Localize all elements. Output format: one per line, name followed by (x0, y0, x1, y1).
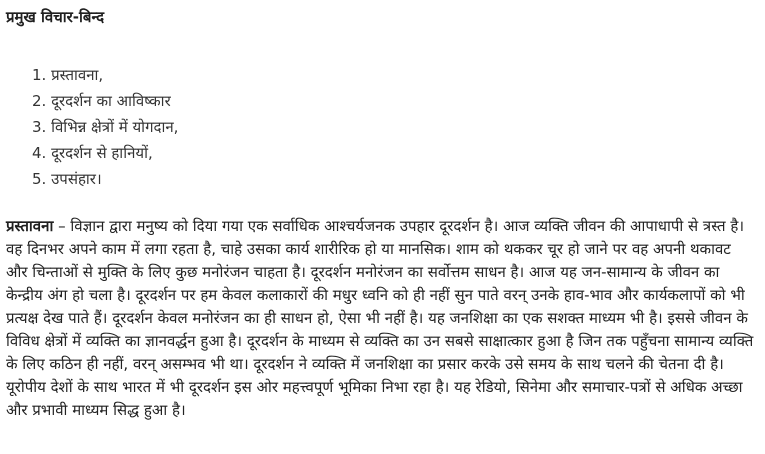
outline-item: 3. विभिन्न क्षेत्रों में योगदान, (32, 118, 179, 136)
outline-item: 5. उपसंहार। (32, 170, 102, 188)
introduction-paragraph (6, 215, 757, 422)
outline-item: 2. दूरदर्शन का आविष्कार (32, 92, 171, 110)
outline-item: 1. प्रस्तावना, (32, 66, 104, 84)
outline-item: 4. दूरदर्शन से हानियों, (32, 144, 153, 162)
section-heading: प्रमुख विचार-बिन्द (6, 8, 105, 26)
outline-list (6, 62, 757, 192)
paragraph-body: – विज्ञान द्वारा मनुष्य को दिया गया एक सर्वाधिक आश्चर्यजनक उपहार दूरदर्शन है। आज व्यक्ति जीवन की आपाधापी से त्रस्त है। वह दिनभर अपने काम में लगा रहता है, चाहे उसका कार्य शारीरिक हो या मानसिक। शाम को थककर चूर हो जाने पर वह अपनी थकावट और चिन्ताओं से मुक्ति के लिए कुछ मनोरंजन चाहता है। दूरदर्शन मनोरंजन का सर्वोत्तम साधन है। आज यह जन-सामान्य के जीवन का केन्द्रीय अंग हो चला है। दूरदर्शन पर हम केवल कलाकारों की मधुर ध्वनि को ही नहीं सुन पाते वरन् उनके हाव-भाव और कार्यकलापों को भी प्रत्यक्ष देख पाते हैं। दूरदर्शन केवल मनोरंजन का ही साधन हो, ऐसा भी नहीं है। यह जनशिक्षा का एक सशक्त माध्यम भी है। इससे जीवन के विविध क्षेत्रों में व्यक्ति का ज्ञानवर्द्धन हुआ है। दूरदर्शन के माध्यम से व्यक्ति का उन सबसे साक्षात्कार हुआ है जिन तक पहुँचना सामान्य व्यक्ति के लिए कठिन ही नहीं, वरन् असम्भव भी था। दूरदर्शन ने व्यक्ति में जनशिक्षा का प्रसार करके उसे समय के साथ चलने की चेतना दी है। यूरोपीय देशों के साथ भारत में भी दूरदर्शन इस ओर महत्त्वपूर्ण भूमिका निभा रहा है। यह रेडियो, सिनेमा और समाचार-पत्रों से अधिक अच्छा और प्रभावी माध्यम सिद्ध हुआ है। (6, 217, 754, 419)
paragraph-lead: प्रस्तावना (6, 217, 54, 235)
